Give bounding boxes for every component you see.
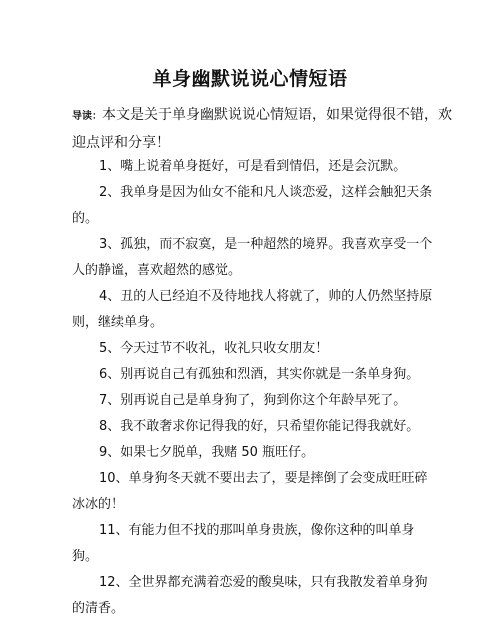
quote-list bbox=[72, 154, 437, 622]
list-item: 6、别再说自己有孤独和烈酒，其实你就是一条单身狗。 bbox=[99, 367, 420, 382]
list-item: 8、我不敢奢求你记得我的好，只希望你能记得我就好。 bbox=[99, 419, 420, 434]
list-item: 2、我单身是因为仙女不能和凡人谈恋爱，这样会触犯天条的。 bbox=[72, 185, 433, 226]
intro-lead-label: 导读： bbox=[72, 111, 102, 122]
list-item: 9、如果七夕脱单，我赌 50 瓶旺仔。 bbox=[99, 445, 315, 460]
intro-text: 本文是关于单身幽默说说心情短语，如果觉得很不错，欢迎点评和分享！ bbox=[72, 107, 452, 151]
intro-paragraph bbox=[72, 102, 452, 156]
list-item: 11、有能力但不找的那叫单身贵族，像你这种的叫单身狗。 bbox=[72, 523, 415, 564]
list-item: 7、别再说自己是单身狗了，狗到你这个年龄早死了。 bbox=[99, 393, 407, 408]
list-item: 4、丑的人已经迫不及待地找人将就了，帅的人仍然坚持原则，继续单身。 bbox=[72, 289, 433, 330]
list-item: 5、今天过节不收礼，收礼只收女朋友！ bbox=[99, 341, 329, 356]
list-item: 12、全世界都充满着恋爱的酸臭味，只有我散发着单身狗的清香。 bbox=[72, 575, 428, 616]
list-item: 1、嘴上说着单身挺好，可是看到情侣，还是会沉默。 bbox=[99, 159, 407, 174]
list-item: 10、单身狗冬天就不要出去了，要是摔倒了会变成旺旺碎冰冰的！ bbox=[72, 471, 428, 512]
list-item: 3、孤独，而不寂寞，是一种超然的境界。我喜欢享受一个人的静谧，喜欢超然的感觉。 bbox=[72, 237, 433, 278]
document-title: 单身幽默说说心情短语 bbox=[152, 68, 348, 90]
